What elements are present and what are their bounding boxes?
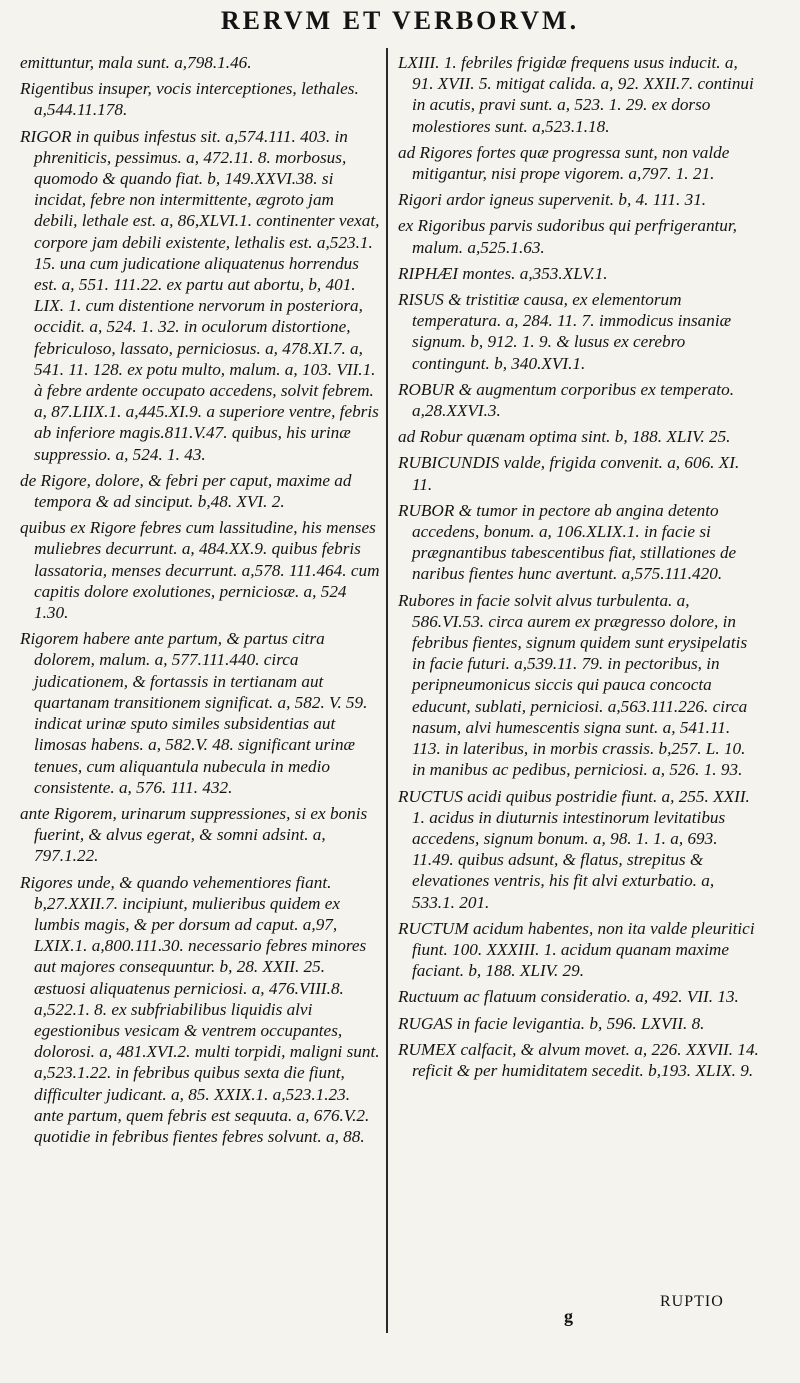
- index-entry: ex Rigoribus parvis sudoribus qui perfrigerantur, malum. a,525.1.63.: [398, 216, 737, 257]
- index-entry: RUBICUNDIS valde, frigida convenit. a, 606. XI. 11.: [398, 453, 740, 494]
- index-entry: RUBOR & tumor in pectore ab angina detento accedens, bonum. a, 106.XLIX.1. in facie si prægnantibus tabescentibus fiat, stillationes de naribus fientes hunc avertunt. a,575.111.420.: [398, 500, 737, 584]
- index-entry: ante Rigorem, urinarum suppressiones, si ex bonis fuerint, & alvus egerat, & somni adsint. a, 797.1.22.: [20, 803, 368, 866]
- index-entry: Rigori ardor igneus supervenit. b, 4. 111. 31.: [398, 190, 707, 210]
- index-entry: Rigores unde, & quando vehementiores fiant. b,27.XXII.7. incipiunt, mulieribus quidem ex lumbis magis, & per dorsum ad caput. a,97, LXIX.1. a,800.111.30. necessario febres minores aut majores consequuntur. b, 28. XXII. 25. æstuosi aliquatenus perniciosi. a, 476.VIII.8. a,522.1. 8. ex subfriabilibus liquidis alvi egestionibus vesicam & ventrem occupantes, dolorosi. a, 481.XVI.2. multi torpidi, maligni sunt. a,523.1.22. in febribus quibus sexta die fiunt, difficulter judicant. a, 85. XXIX.1. a,523.1.23. ante partum, quem febris est sequuta. a, 676.V.2. quotidie in febribus fientes febres solvunt. a, 88.: [20, 872, 380, 1146]
- signature-mark: g: [564, 1306, 573, 1326]
- index-entry: LXIII. 1. febriles frigidæ frequens usus inducit. a, 91. XVII. 5. mitigat calida. a, 92. XXII.7. continui in acutis, pravi sunt. a, 523. 1. 29. ex dorso molestiores sunt. a,523.1.18.: [398, 53, 754, 136]
- index-entry: Rubores in facie solvit alvus turbulenta. a, 586.VI.53. circa aurem ex prægresso dolore, in febribus fientes, signum quidem sunt erysipelatis in facie futuri. a,539.11. 79. in pectoribus, in peripneumonicus siccis qui pauca concocta educunt, sublati, perniciosi. a,563.111.226. circa nasum, alvi humescentis signa sunt. a, 541.11. 113. in lateribus, in morbis crassis. b,257. L. 10. in manibus ac pedibus, perniciosi. a, 526. 1. 93.: [398, 590, 748, 780]
- running-head: RERVM ET VERBORVM.: [220, 6, 580, 35]
- catchword: RUPTIO: [660, 1293, 724, 1310]
- index-entry: de Rigore, dolore, & febri per caput, maxime ad tempora & ad sinciput. b,48. XVI. 2.: [20, 470, 352, 512]
- index-entry: ROBUR & augmentum corporibus ex temperato. a,28.XXVI.3.: [398, 379, 735, 421]
- index-entry: RUCTUS acidi quibus postridie fiunt. a, 255. XXII. 1. acidus in diuturnis intestinorum levitatibus accedens, signum bonum. a, 98. 1. 1. a, 693. 11.49. quibus adsunt, & flatus, strepitus & elevationes ventris, his fit alvi exturbatio. a, 533.1. 201.: [398, 786, 750, 912]
- index-entry: emittuntur, mala sunt. a,798.1.46.: [20, 53, 252, 72]
- right-column: [398, 52, 760, 1086]
- index-entry: ad Robur quænam optima sint. b, 188. XLIV. 25.: [398, 427, 731, 447]
- left-column: [20, 52, 380, 1152]
- index-entry: Rigorem habere ante partum, & partus citra dolorem, malum. a, 577.111.440. circa judicationem, & fortassis in tertianam aut quartanam transitionem significat. a, 582. V. 59. indicat urinæ sputo similes subsidentias aut limosas habens. a, 582.V. 48. significant urinæ tenues, cum aliquantula nubecula in medio consistente. a, 576. 111. 432.: [20, 629, 368, 797]
- index-entry: RUGAS in facie levigantia. b, 596. LXVII. 8.: [398, 1013, 705, 1033]
- index-entry: Rigentibus insuper, vocis interceptiones, lethales. a,544.11.178.: [20, 79, 359, 120]
- column-divider: [386, 48, 388, 1333]
- index-entry: RIGOR in quibus infestus sit. a,574.111. 403. in phreniticis, pessimus. a, 472.11. 8. morbosus, quomodo & quando fiat. b, 149.XXVI.38. si incidat, febre non intermittente, ægroto jam debili, lethale est. a, 86,XLVI.1. continenter vexat, corpore jam debili existente, lethalis est. a,523.1. 15. una cum judicatione aliquatenus horrendus est. a, 551. 111.22. ex partu aut abortu, b, 401. LIX. 1. cum distentione nervorum in posteriora, occidit. a, 524. 1. 32. in oculorum distortione, febriculoso, lassato, perniciosus. a, 478.XI.7. a, 541. 11. 128. ex potu multo, malum. a, 103. VII.1. à febre ardente occupato accedens, solvit febrem. a, 87.LIIX.1. a,445.XI.9. a superiore ventre, febris ab inferiore magis.811.V.47. quibus, his urinæ suppressio. a, 524. 1. 43.: [20, 126, 380, 464]
- index-entry: RUCTUM acidum habentes, non ita valde pleuritici fiunt. 100. XXXIII. 1. acidum quanam maxime faciant. b, 188. XLIV. 29.: [398, 918, 755, 981]
- index-entry: RUMEX calfacit, & alvum movet. a, 226. XXVII. 14. reficit & per humiditatem secedit. b,193. XLIX. 9.: [398, 1039, 759, 1080]
- index-entry: ad Rigores fortes quæ progressa sunt, non valde mitigantur, nisi prope vigorem. a,797. 1. 21.: [398, 142, 730, 184]
- index-entry: RISUS & tristitiæ causa, ex elementorum temperatura. a, 284. 11. 7. immodicus insaniæ signum. b, 912. 1. 9. & lusus ex cerebro contingunt. b, 340.XVI.1.: [398, 290, 732, 373]
- index-entry: quibus ex Rigore febres cum lassitudine, his menses muliebres decurrunt. a, 484.XX.9. quibus febris lassatoria, menses decurrunt. a,578. 111.464. cum capitis dolore exolutiones, perniciosæ. a, 524 1.30.: [20, 518, 380, 623]
- index-entry: RIPHÆI montes. a,353.XLV.1.: [398, 263, 608, 283]
- index-entry: Ructuum ac flatuum consideratio. a, 492. VII. 13.: [398, 987, 739, 1007]
